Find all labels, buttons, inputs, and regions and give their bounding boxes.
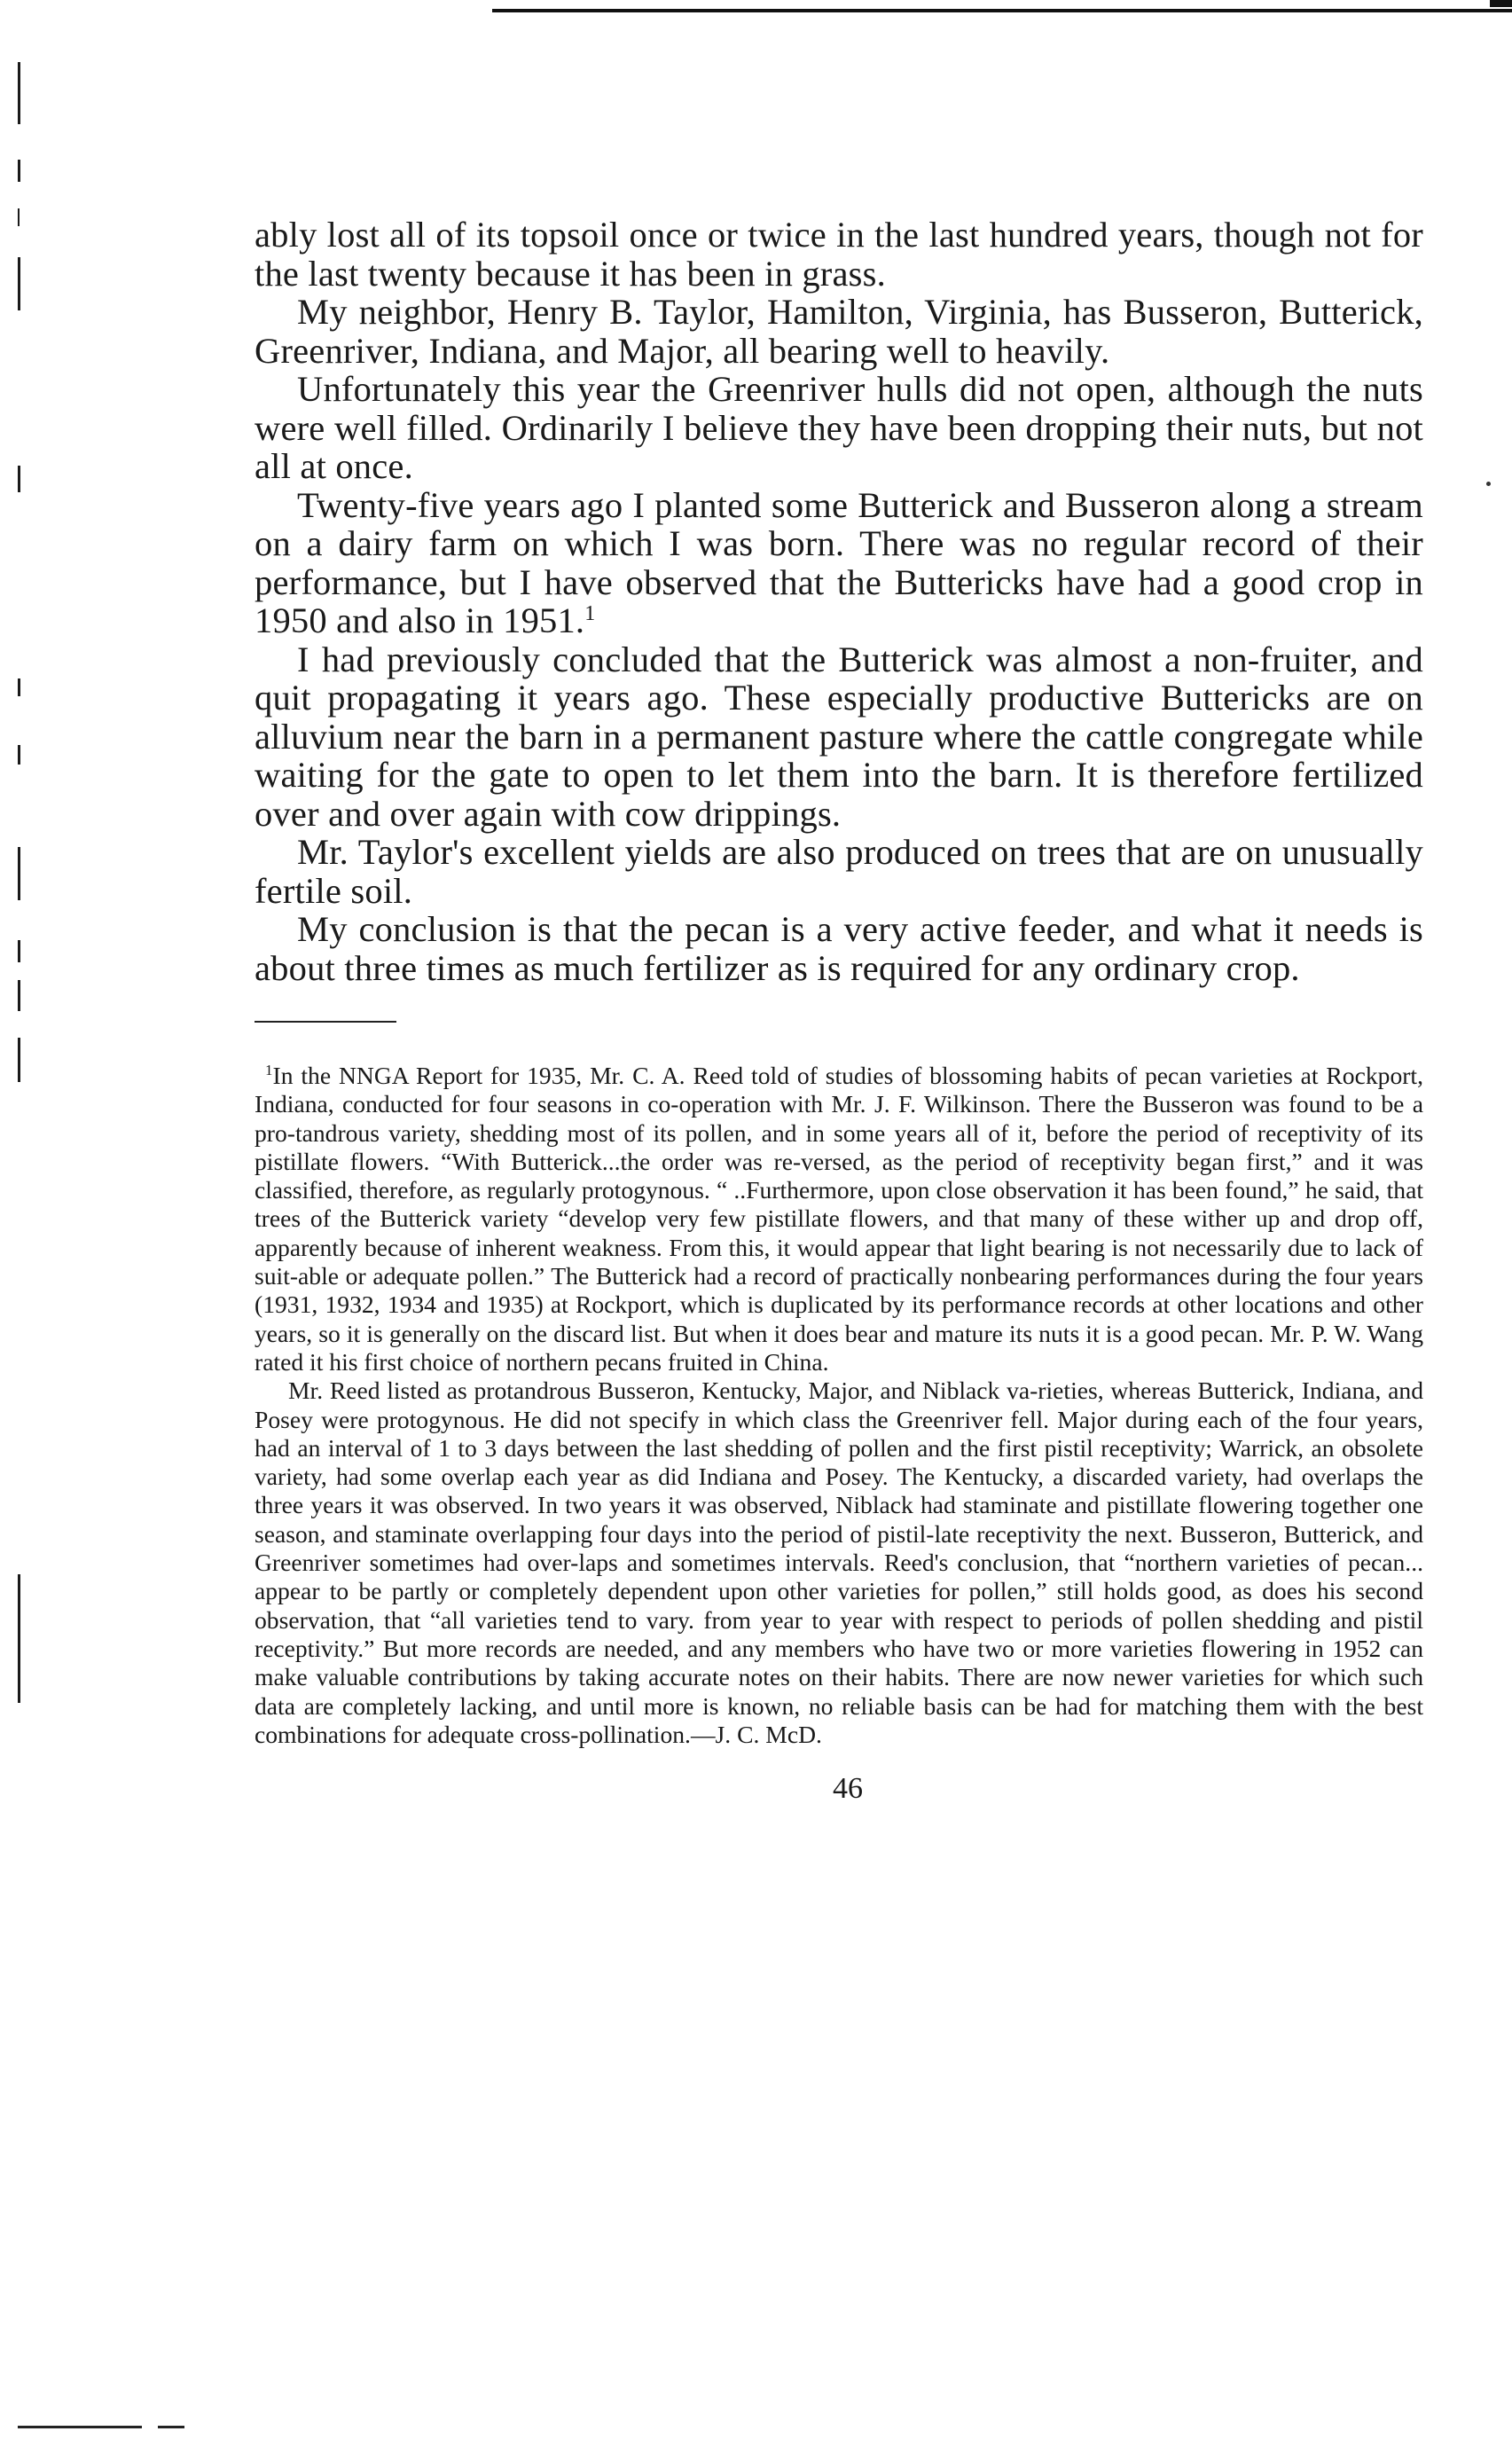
paragraph: Mr. Taylor's excellent yields are also produced on trees that are on unusually fertile soil. xyxy=(255,832,1423,911)
paragraph: ably lost all of its topsoil once or twice in the last hundred years, though not for the last twenty because it has been in grass. xyxy=(255,215,1423,294)
scan-margin-mark xyxy=(18,678,20,696)
scan-margin-mark xyxy=(18,1038,20,1082)
footnotes xyxy=(255,1062,1423,1749)
scan-edge-rule xyxy=(492,9,1512,12)
footnote xyxy=(255,1062,1423,1376)
scan-margin-mark xyxy=(18,257,20,310)
footnote-text: In the NNGA Report for 1935, Mr. C. A. Reed told of studies of blossoming habits of pecan varieties at Rockport, Indiana, conducted for four seasons in co-operation with Mr. J. F. Wilkinson. There the Busseron was found to be a pro-tandrous variety, shedding most of its pollen, and in some years all of it, before the period of receptivity of its pistillate flowers. “With Butterick...the order was re-versed, as the period of receptivity began first,” and it was classified, therefore, as regularly protogynous. “ ..Furthermore, upon close observation it has been found,” he said, that trees of the Butterick variety “develop very few pistillate flowers, and that many of these wither up and drop off, apparently because of inherent weakness. From this, it would appear that light bearing is not necessarily due to lack of suit-able or adequate pollen.” The Butterick had a record of practically nonbearing performances during the four years (1931, 1932, 1934 and 1935) at Rockport, which is duplicated by its performance records at other locations and other years, so it is generally on the discard list. But when it does bear and mature its nuts it is a good pecan. Mr. P. W. Wang rated it his first choice of northern pecans fruited in China. xyxy=(255,1062,1423,1376)
paragraph-text: Twenty-five years ago I planted some Butterick and Busseron along a stream on a dairy farm on which I was born. There was no regular record of their performance, but I have observed that the Buttericks have had a good crop in 1950 and also in 1951. xyxy=(255,484,1423,640)
page-content xyxy=(255,216,1423,1806)
scan-margin-mark xyxy=(18,745,20,765)
scan-margin-mark xyxy=(18,208,20,226)
footnote-continuation: Mr. Reed listed as protandrous Busseron, Kentucky, Major, and Niblack va-rieties, whereas Butterick, Indiana, and Posey were protogynous. He did not specify in which class the Greenriver fell. Major during each of the four years, had an interval of 1 to 3 days between the last shedding of pollen and the first pistil receptivity; Warrick, an obsolete variety, had some overlap each year as did Indiana and Posey. The Kentucky, a discarded variety, had overlaps the three years it was observed. In two years it was observed, Niblack had staminate and pistillate flowering together one season, and staminate overlapping four days into the period of pistil-late receptivity the next. Busseron, Butterick, and Greenriver sometimes had over-laps and sometimes intervals. Reed's conclusion, that “northern varieties of pecan... appear to be partly or completely dependent upon other varieties for pollen,” still holds good, as does his second observation, that “all varieties tend to vary. from year to year with respect to periods of pollen shedding and pistil receptivity.” But more records are needed, and any members who have two or more varieties flowering in 1952 can make valuable contributions by taking accurate notes on their habits. There are now newer varieties for which such data are completely lacking, and until more is known, no reliable basis can be had for matching them with the best combinations for adequate cross-pollination.—J. C. McD. xyxy=(255,1376,1423,1748)
paragraph: My conclusion is that the pecan is a very active feeder, and what it needs is about three times as much fertilizer as is required for any ordinary crop. xyxy=(255,909,1423,988)
scan-margin-mark xyxy=(18,1574,20,1703)
scan-margin-mark xyxy=(18,940,20,962)
scan-bottom-dash xyxy=(18,2426,142,2428)
scan-margin-mark xyxy=(18,160,20,182)
paragraph: I had previously concluded that the Butterick was almost a non-fruiter, and quit propagating it years ago. These especially productive Buttericks are on alluvium near the barn in a permanent pasture where the cattle congregate while waiting for the gate to open to let them into the barn. It is therefore fertilized over and over again with cow drippings. xyxy=(255,639,1423,834)
scan-bottom-dash xyxy=(158,2426,184,2428)
page-number: 46 xyxy=(833,1772,863,1806)
scan-margin-mark xyxy=(18,466,20,492)
scan-margin-mark xyxy=(18,847,20,900)
scan-edge-mark xyxy=(1490,0,1512,7)
paragraph xyxy=(255,486,1423,640)
paragraph: Unfortunately this year the Greenriver hulls did not open, although the nuts were well filled. Ordinarily I believe they have been dropping their nuts, but not all at once. xyxy=(255,369,1423,486)
footnote-divider xyxy=(255,1021,396,1023)
scan-margin-mark xyxy=(18,62,20,124)
scan-speck xyxy=(1486,482,1491,486)
paragraph: My neighbor, Henry B. Taylor, Hamilton, Virginia, has Busseron, Butterick, Greenriver, Indiana, and Major, all bearing well to heavily. xyxy=(255,292,1423,371)
scan-margin-mark xyxy=(18,980,20,1011)
body-text xyxy=(255,216,1423,987)
footnote-reference: 1 xyxy=(584,602,596,625)
footnote-marker: 1 xyxy=(265,1062,273,1078)
